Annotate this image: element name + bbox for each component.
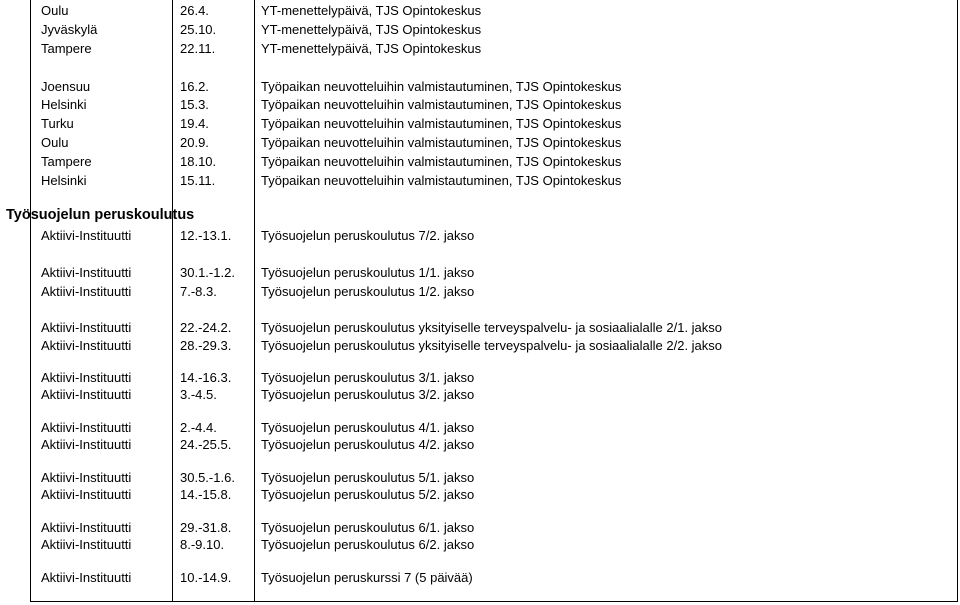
- place-cell: Aktiivi-Instituutti: [41, 320, 132, 335]
- place-cell: Helsinki: [41, 97, 87, 112]
- place-cell: Aktiivi-Instituutti: [41, 387, 132, 402]
- event-cell: YT-menettelypäivä, TJS Opintokeskus: [261, 22, 482, 37]
- event-cell: Työsuojelun peruskoulutus 7/2. jakso: [261, 228, 475, 243]
- date-cell: 14.-16.3.: [180, 370, 232, 385]
- date-cell: 2.-4.4.: [180, 420, 217, 435]
- event-cell: Työsuojelun peruskoulutus 3/2. jakso: [261, 387, 475, 402]
- date-cell: 15.3.: [180, 97, 209, 112]
- event-cell: Työpaikan neuvotteluihin valmistautuminen, TJS Opintokeskus: [261, 154, 622, 169]
- date-cell: 8.-9.10.: [180, 537, 225, 552]
- date-cell: 19.4.: [180, 116, 209, 131]
- date-cell: 28.-29.3.: [180, 338, 232, 353]
- event-cell: Työsuojelun peruskurssi 7 (5 päivää): [261, 570, 473, 585]
- date-cell: 7.-8.3.: [180, 284, 217, 299]
- border-bottom: [30, 601, 958, 602]
- place-cell: Aktiivi-Instituutti: [41, 284, 132, 299]
- event-cell: YT-menettelypäivä, TJS Opintokeskus: [261, 3, 482, 18]
- place-cell: Jyväskylä: [41, 22, 98, 37]
- event-cell: Työsuojelun peruskoulutus 4/2. jakso: [261, 437, 475, 452]
- event-cell: Työpaikan neuvotteluihin valmistautuminen, TJS Opintokeskus: [261, 173, 622, 188]
- border-right: [957, 0, 958, 602]
- event-cell: Työpaikan neuvotteluihin valmistautuminen, TJS Opintokeskus: [261, 116, 622, 131]
- date-cell: 14.-15.8.: [180, 487, 232, 502]
- place-cell: Aktiivi-Instituutti: [41, 370, 132, 385]
- border-left: [30, 0, 31, 602]
- event-cell: Työpaikan neuvotteluihin valmistautuminen, TJS Opintokeskus: [261, 79, 622, 94]
- event-cell: YT-menettelypäivä, TJS Opintokeskus: [261, 41, 482, 56]
- place-cell: Oulu: [41, 135, 69, 150]
- place-cell: Aktiivi-Instituutti: [41, 537, 132, 552]
- date-cell: 3.-4.5.: [180, 387, 217, 402]
- date-cell: 30.1.-1.2.: [180, 265, 235, 280]
- date-cell: 22.11.: [180, 41, 216, 56]
- event-cell: Työsuojelun peruskoulutus yksityiselle terveyspalvelu- ja sosiaalialalle 2/2. jakso: [261, 338, 723, 353]
- place-cell: Oulu: [41, 3, 69, 18]
- event-cell: Työpaikan neuvotteluihin valmistautuminen, TJS Opintokeskus: [261, 97, 622, 112]
- date-cell: 20.9.: [180, 135, 209, 150]
- place-cell: Joensuu: [41, 79, 91, 94]
- date-cell: 22.-24.2.: [180, 320, 232, 335]
- place-cell: Aktiivi-Instituutti: [41, 570, 132, 585]
- place-cell: Turku: [41, 116, 74, 131]
- event-cell: Työsuojelun peruskoulutus yksityiselle terveyspalvelu- ja sosiaalialalle 2/1. jakso: [261, 320, 723, 335]
- place-cell: Aktiivi-Instituutti: [41, 228, 132, 243]
- event-cell: Työsuojelun peruskoulutus 3/1. jakso: [261, 370, 475, 385]
- place-cell: Aktiivi-Instituutti: [41, 520, 132, 535]
- date-cell: 29.-31.8.: [180, 520, 232, 535]
- date-cell: 18.10.: [180, 154, 217, 169]
- event-cell: Työsuojelun peruskoulutus 6/1. jakso: [261, 520, 475, 535]
- border-place-date: [172, 0, 173, 602]
- place-cell: Tampere: [41, 41, 92, 56]
- event-cell: Työsuojelun peruskoulutus 5/1. jakso: [261, 470, 475, 485]
- date-cell: 30.5.-1.6.: [180, 470, 235, 485]
- place-cell: Aktiivi-Instituutti: [41, 437, 132, 452]
- date-cell: 16.2.: [180, 79, 209, 94]
- event-cell: Työsuojelun peruskoulutus 1/1. jakso: [261, 265, 475, 280]
- place-cell: Aktiivi-Instituutti: [41, 470, 132, 485]
- place-cell: Aktiivi-Instituutti: [41, 420, 132, 435]
- place-cell: Aktiivi-Instituutti: [41, 265, 132, 280]
- event-cell: Työsuojelun peruskoulutus 4/1. jakso: [261, 420, 475, 435]
- date-cell: 12.-13.1.: [180, 228, 232, 243]
- event-cell: Työsuojelun peruskoulutus 5/2. jakso: [261, 487, 475, 502]
- date-cell: 24.-25.5.: [180, 437, 232, 452]
- event-cell: Työsuojelun peruskoulutus 1/2. jakso: [261, 284, 475, 299]
- event-cell: Työsuojelun peruskoulutus 6/2. jakso: [261, 537, 475, 552]
- event-cell: Työpaikan neuvotteluihin valmistautuminen, TJS Opintokeskus: [261, 135, 622, 150]
- date-cell: 26.4.: [180, 3, 209, 18]
- border-date-event: [254, 0, 255, 602]
- place-cell: Helsinki: [41, 173, 87, 188]
- date-cell: 10.-14.9.: [180, 570, 232, 585]
- date-cell: 15.11.: [180, 173, 216, 188]
- place-cell: Tampere: [41, 154, 92, 169]
- place-cell: Aktiivi-Instituutti: [41, 338, 132, 353]
- date-cell: 25.10.: [180, 22, 217, 37]
- section-heading: Työsuojelun peruskoulutus: [6, 207, 195, 223]
- place-cell: Aktiivi-Instituutti: [41, 487, 132, 502]
